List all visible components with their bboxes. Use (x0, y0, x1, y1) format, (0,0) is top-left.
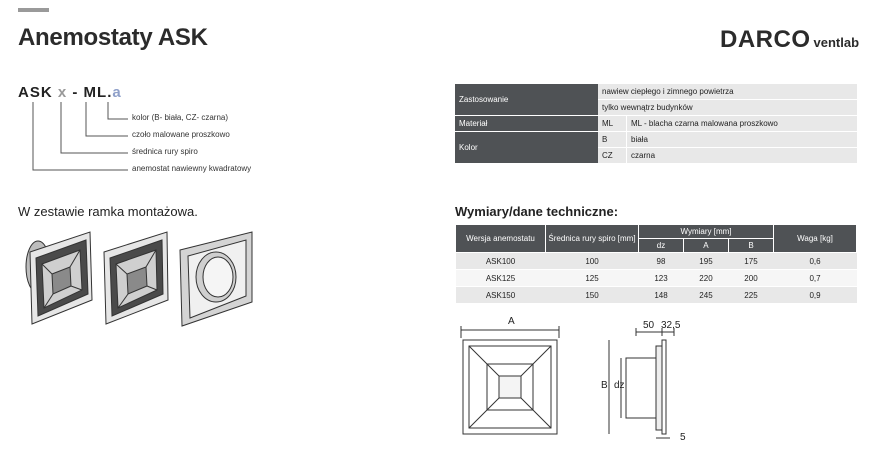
spec-kolor-label: Kolor (455, 132, 598, 164)
legend-coating: czoło malowane proszkowo (132, 130, 230, 139)
diffuser-image-2 (104, 232, 168, 324)
cell-a: 220 (683, 270, 728, 287)
cell-b: 175 (728, 253, 773, 270)
dim-32-5: 32,5 (661, 320, 681, 331)
table-row (456, 287, 857, 304)
dim-5: 5 (680, 432, 686, 443)
cell-weight: 0,7 (774, 270, 857, 287)
logo-main: DARCO (720, 26, 811, 53)
spec-kolor-value-2: czarna (627, 148, 858, 164)
cell-b: 200 (728, 270, 773, 287)
page-title: Anemostaty ASK (18, 24, 208, 51)
cell-diameter: 150 (546, 287, 639, 304)
tech-heading: Wymiary/dane techniczne: (455, 204, 619, 219)
col-dims: Wymiary [mm] (639, 225, 774, 239)
cell-weight: 0,9 (774, 287, 857, 304)
spec-kolor-code-2: CZ (598, 148, 627, 164)
code-part-ask: ASK (18, 84, 53, 101)
specs-table (455, 84, 857, 164)
dim-dz: dz (614, 380, 625, 391)
cell-diameter: 125 (546, 270, 639, 287)
table-row (456, 253, 857, 270)
tech-table (455, 224, 857, 304)
code-part-material: ML (83, 84, 108, 101)
dim-50: 50 (643, 320, 655, 331)
cell-dz: 123 (639, 270, 684, 287)
spec-zastosowanie-2: tylko wewnątrz budynków (598, 100, 857, 116)
col-weight: Waga [kg] (774, 225, 857, 253)
product-illustrations (12, 222, 262, 342)
cell-version: ASK150 (456, 287, 546, 304)
spec-kolor-value-1: biała (627, 132, 858, 148)
col-diameter: Średnica rury spiro [mm] (546, 225, 639, 253)
legend-diameter: średnica rury spiro (132, 147, 198, 156)
cell-weight: 0,6 (774, 253, 857, 270)
code-part-color: a (112, 84, 122, 101)
front-view-drawing (455, 318, 585, 448)
kit-heading: W zestawie ramka montażowa. (18, 204, 198, 219)
code-part-diameter: x (57, 84, 68, 101)
cell-a: 245 (683, 287, 728, 304)
spec-material-code: ML (598, 116, 627, 132)
spec-material-label: Materiał (455, 116, 598, 132)
cell-diameter: 100 (546, 253, 639, 270)
cell-version: ASK100 (456, 253, 546, 270)
legend-color: kolor (B- biała, CZ- czarna) (132, 113, 229, 122)
cell-dz: 148 (639, 287, 684, 304)
logo-sub: ventlab (813, 35, 860, 50)
spec-material-value: ML - blacha czarna malowana proszkowo (627, 116, 858, 132)
col-a: A (683, 239, 728, 253)
col-version: Wersja anemostatu (456, 225, 546, 253)
dim-a: A (508, 316, 515, 327)
side-view-drawing (596, 318, 706, 458)
spec-kolor-code-1: B (598, 132, 627, 148)
diffuser-image-1 (26, 232, 92, 324)
code-part-dash: - (72, 84, 79, 101)
cell-b: 225 (728, 287, 773, 304)
cell-a: 195 (683, 253, 728, 270)
mounting-frame-image (180, 232, 252, 326)
code-part-dot: . (107, 84, 113, 101)
cell-version: ASK125 (456, 270, 546, 287)
legend-type: anemostat nawiewny kwadratowy (132, 164, 252, 173)
table-row (456, 270, 857, 287)
col-b: B (728, 239, 773, 253)
spec-zastosowanie-label: Zastosowanie (455, 84, 598, 116)
cell-dz: 98 (639, 253, 684, 270)
brand-logo (720, 26, 859, 54)
dim-b: B (601, 380, 608, 391)
col-dz: dz (639, 239, 684, 253)
spec-zastosowanie-1: nawiew ciepłego i zimnego powietrza (598, 84, 857, 100)
